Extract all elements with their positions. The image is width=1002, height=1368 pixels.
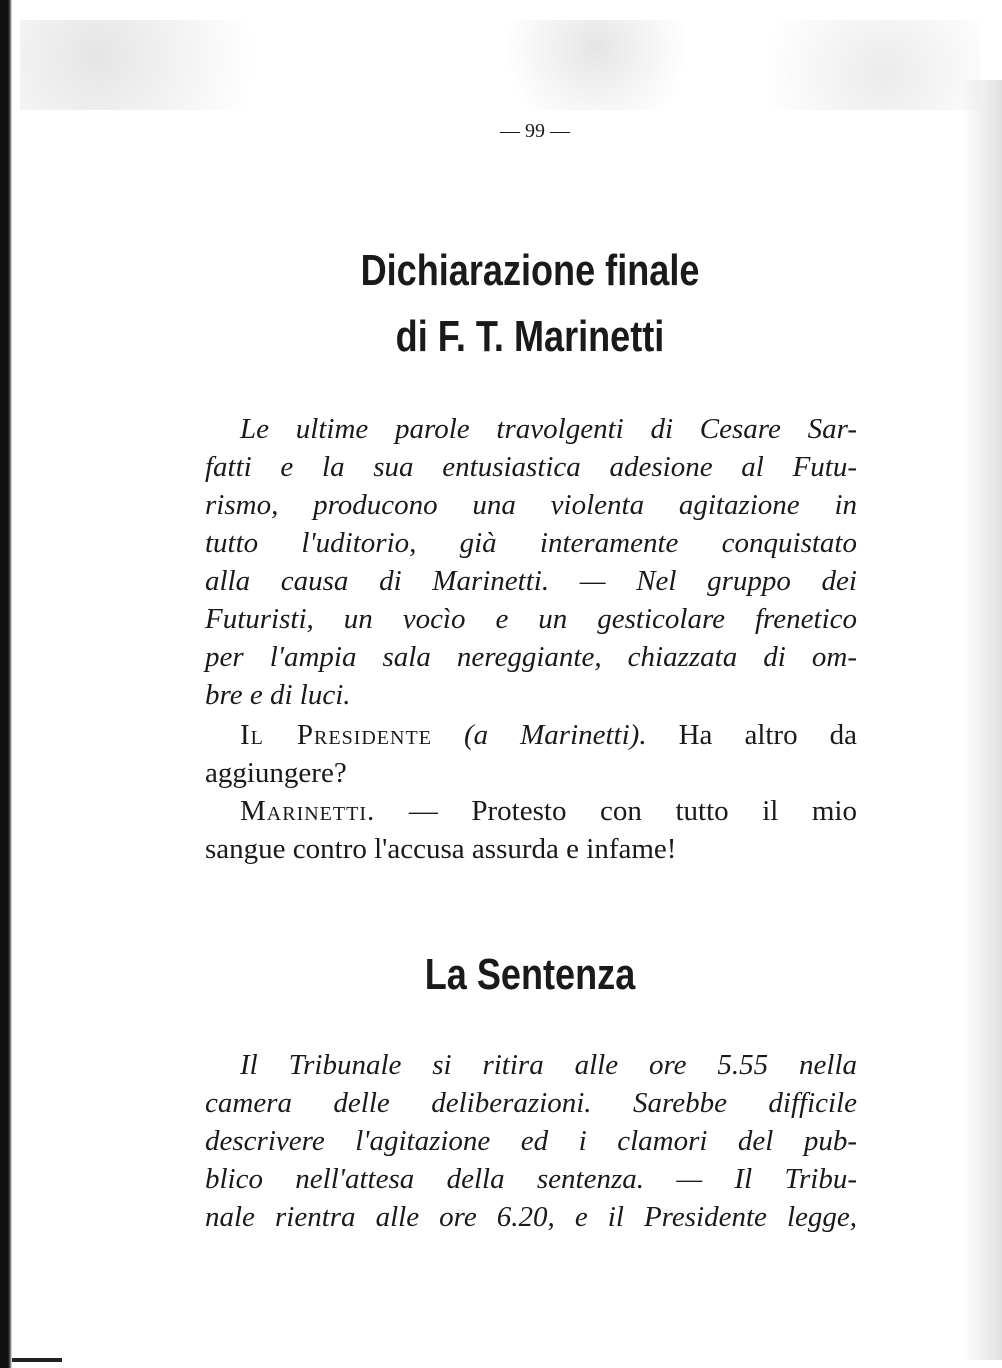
section-heading-sentenza: La Sentenza xyxy=(424,950,636,999)
stage-direction: (a Marinetti). xyxy=(463,719,647,751)
text-line: alla causa di Marinetti. — Nel gruppo dei xyxy=(205,565,857,597)
text-line: per l'ampia sala nereggiante, chiazzata di om- xyxy=(205,641,857,673)
text-line: Le ultime parole travolgenti di Cesare Sar- xyxy=(240,413,857,445)
page-number: — 99 — xyxy=(500,120,570,142)
paper-speckle-top xyxy=(20,20,980,110)
text-line: Il Tribunale si ritira alle ore 5.55 nella xyxy=(240,1049,857,1081)
text-line: bre e di luci. xyxy=(205,679,351,711)
heading-line-1: Dichiarazione finale xyxy=(360,246,700,295)
text-line: camera delle deliberazioni. Sarebbe difficile xyxy=(205,1087,857,1119)
text-line: Futuristi, un vocìo e un gesticolare frenetico xyxy=(205,603,857,635)
text-line: descrivere l'agitazione ed i clamori del pub- xyxy=(205,1125,857,1157)
dialogue-president-cont: aggiungere? xyxy=(205,757,347,789)
speaker-president: Il Presidente xyxy=(240,719,432,751)
text-line: fatti e la sua entusiastica adesione al Futu- xyxy=(205,451,857,483)
dialogue-text: Ha altro da xyxy=(678,719,857,751)
heading-line-2: di F. T. Marinetti xyxy=(395,312,665,361)
spine-foot-mark xyxy=(12,1358,62,1362)
dialogue-text: — Protesto con tutto il mio xyxy=(408,795,857,827)
paper-speckle-right xyxy=(962,80,1002,1360)
dialogue-marinetti xyxy=(240,792,857,830)
dialogue-president xyxy=(240,716,857,754)
text-line: rismo, producono una violenta agitazione in xyxy=(205,489,857,521)
text-line: tutto l'uditorio, già interamente conquistato xyxy=(205,527,857,559)
dialogue-marinetti-cont: sangue contro l'accusa assurda e infame! xyxy=(205,833,677,865)
text-line: nale rientra alle ore 6.20, e il Presidente legge, xyxy=(205,1201,857,1233)
text-line: blico nell'attesa della sentenza. — Il Tribu- xyxy=(205,1163,857,1195)
speaker-marinetti: Marinetti. xyxy=(240,795,376,827)
book-spine-edge xyxy=(0,0,12,1368)
